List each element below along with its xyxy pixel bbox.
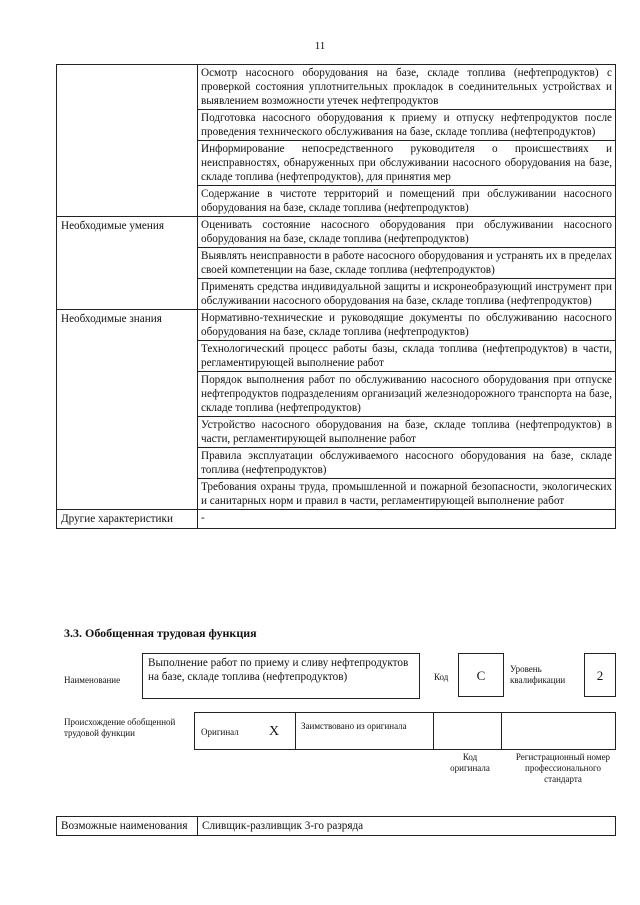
- divider: [501, 712, 502, 750]
- function-name-box: [142, 653, 420, 699]
- skills-label: Необходимые умения: [57, 217, 198, 310]
- table-row: [57, 510, 616, 529]
- code-value: С: [476, 668, 486, 683]
- labor-action-item: Подготовка насосного оборудования к приему и отпуску нефтепродуктов после проведения технического обслуживания на базе, складе топлива (нефтепродуктов): [198, 110, 616, 141]
- knowledge-item: Технологический процесс работы базы, склада топлива (нефтепродуктов) в части, регламентирующей выполнение работ: [198, 341, 616, 372]
- level-label: Уровень квалификации: [510, 664, 566, 685]
- knowledge-item: Нормативно-технические и руководящие документы по обслуживанию насосного оборудования на базе, складе топлива (нефтепродуктов): [198, 310, 616, 341]
- function-name-value: Выполнение работ по приему и сливу нефтепродуктов на базе, складе топлива (нефтепродуктов): [148, 657, 409, 683]
- name-label: Наименование: [64, 675, 121, 685]
- table-row: [57, 817, 616, 836]
- borrowed-label: Заимствовано из оригинала: [301, 721, 407, 731]
- origin-row: [194, 712, 616, 750]
- reg-number-caption: Регистрационный номер профессионального стандарта: [515, 752, 611, 784]
- possible-names-value: Сливщик-разливщик 3-го разряда: [198, 817, 616, 836]
- knowledge-item: Требования охраны труда, промышленной и пожарной безопасности, экологических и санитарных норм и правил в части, регламентирующей выполнение работ: [198, 479, 616, 510]
- level-box: [584, 653, 616, 697]
- origin-label: Происхождение обобщенной трудовой функции: [64, 717, 176, 738]
- table-row: [57, 217, 616, 248]
- other-characteristics-label: Другие характеристики: [57, 510, 198, 529]
- table-row: [57, 65, 616, 110]
- labor-function-table: [56, 64, 616, 529]
- possible-names-table: [56, 816, 616, 836]
- knowledge-item: Правила эксплуатации обслуживаемого насосного оборудования на базе, складе топлива (нефтепродуктов): [198, 448, 616, 479]
- knowledge-item: Устройство насосного оборудования на базе, складе топлива (нефтепродуктов) в части, регламентирующей выполнение работ: [198, 417, 616, 448]
- labor-actions-label-cell: [57, 65, 198, 217]
- code-box: [458, 653, 504, 697]
- table-row: [57, 310, 616, 341]
- original-mark: X: [269, 724, 280, 739]
- other-characteristics-value: -: [198, 510, 616, 529]
- level-value: 2: [596, 668, 604, 683]
- skill-item: Оценивать состояние насосного оборудования при обслуживании насосного оборудования на базе, складе топлива (нефтепродуктов): [198, 217, 616, 248]
- section-title: 3.3. Обобщенная трудовая функция: [64, 626, 257, 640]
- knowledge-item: Порядок выполнения работ по обслуживанию насосного оборудования при отпуске нефтепродуктов подразделениям организаций железнодорожного транспорта на базе, складе топлива (нефтепродуктов): [198, 372, 616, 417]
- skill-item: Выявлять неисправности в работе насосного оборудования и устранять их в пределах своей компетенции на базе, складе топлива (нефтепродуктов): [198, 248, 616, 279]
- possible-names-label: Возможные наименования: [57, 817, 198, 836]
- skill-item: Применять средства индивидуальной защиты и искронеобразующий инструмент при обслуживании насосного оборудования на базе, складе топлива (нефтепродуктов): [198, 279, 616, 310]
- labor-action-item: Информирование непосредственного руководителя о происшествиях и неисправностях, обнаруженных при обслуживании насосного оборудования на базе, складе топлива (нефтепродуктов), для принятия мер: [198, 141, 616, 186]
- original-label: Оригинал: [201, 727, 239, 737]
- knowledge-label: Необходимые знания: [57, 310, 198, 510]
- labor-action-item: Содержание в чистоте территорий и помещений при обслуживании насосного оборудования на базе, складе топлива (нефтепродуктов): [198, 186, 616, 217]
- divider: [295, 712, 296, 750]
- divider: [433, 712, 434, 750]
- code-label: Код: [434, 672, 449, 682]
- labor-action-item: Осмотр насосного оборудования на базе, складе топлива (нефтепродуктов) с проверкой состояния уплотнительных прокладок в соединительных устройствах и выявлением возможности утечек нефтепродуктов: [198, 65, 616, 110]
- page-number: 11: [314, 40, 326, 52]
- code-original-caption: Код оригинала: [450, 752, 490, 773]
